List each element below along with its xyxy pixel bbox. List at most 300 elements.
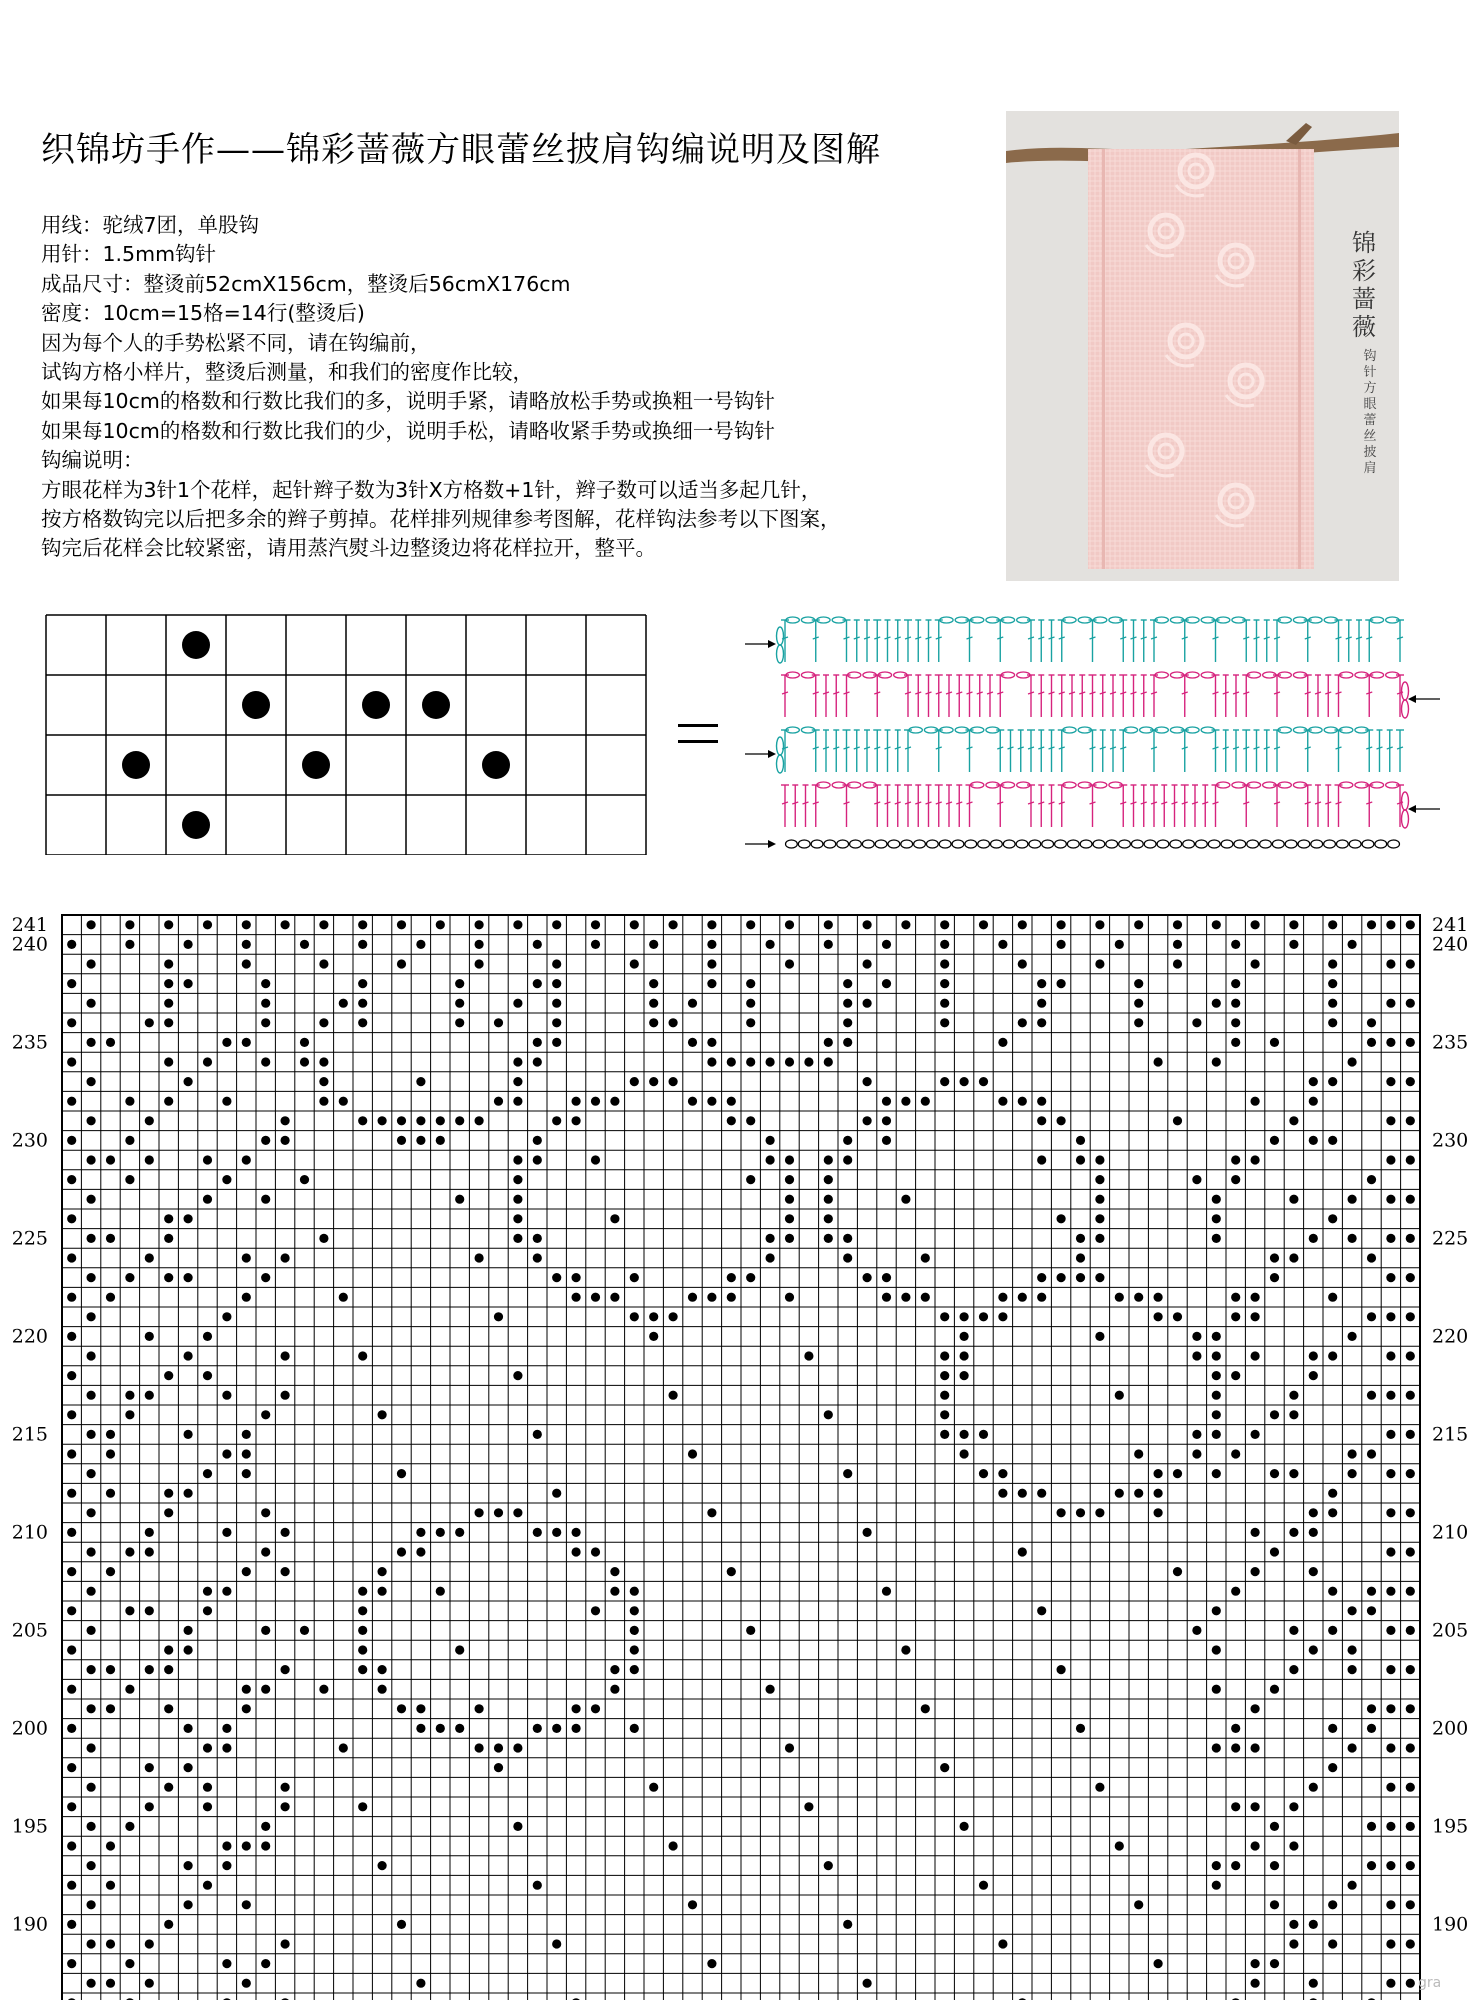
foundation-chain (1336, 840, 1348, 848)
filled-dot-icon (1212, 1057, 1221, 1066)
row-number-right: 195 (1432, 1815, 1469, 1838)
filled-dot-icon (552, 920, 561, 929)
filled-dot-icon (242, 1293, 251, 1302)
filled-dot-icon (378, 1861, 387, 1870)
filled-dot-icon (182, 631, 210, 659)
filled-dot-icon (824, 1861, 833, 1870)
filled-dot-icon (591, 1155, 600, 1164)
filled-dot-icon (1057, 1273, 1066, 1282)
filled-dot-icon (1231, 979, 1240, 988)
filled-dot-icon (145, 1763, 154, 1772)
filled-dot-icon (843, 1234, 852, 1243)
filled-dot-icon (843, 1469, 852, 1478)
filled-dot-icon (1212, 1743, 1221, 1752)
filled-dot-icon (1406, 1391, 1415, 1400)
foundation-chain (1170, 840, 1182, 848)
watermark: gra (1418, 1975, 1442, 1991)
filled-dot-icon (436, 920, 445, 929)
filled-dot-icon (1289, 1939, 1298, 1948)
filled-dot-icon (358, 1018, 367, 1027)
row-number-right: 200 (1432, 1717, 1469, 1740)
filled-dot-icon (184, 1900, 193, 1909)
instruction-line: 密度：10cm=15格=14行(整烫后) (41, 301, 365, 326)
filled-dot-icon (940, 940, 949, 949)
filled-dot-icon (261, 1136, 270, 1145)
filled-dot-icon (610, 1097, 619, 1106)
filled-dot-icon (184, 1626, 193, 1635)
filled-dot-icon (242, 1841, 251, 1850)
filled-dot-icon (125, 920, 134, 929)
filled-dot-icon (455, 1528, 464, 1537)
filled-dot-icon (882, 1273, 891, 1282)
filled-dot-icon (513, 1743, 522, 1752)
filled-dot-icon (630, 1312, 639, 1321)
filled-dot-icon (1212, 1685, 1221, 1694)
filled-dot-icon (1173, 1567, 1182, 1576)
filled-dot-icon (1406, 1038, 1415, 1047)
filled-dot-icon (940, 1391, 949, 1400)
filled-dot-icon (843, 1920, 852, 1929)
filled-dot-icon (319, 959, 328, 968)
filled-dot-icon (1134, 920, 1143, 929)
filled-dot-icon (1289, 940, 1298, 949)
filled-dot-icon (1251, 1097, 1260, 1106)
filled-dot-icon (1270, 1469, 1279, 1478)
foundation-chain (811, 840, 823, 848)
filled-dot-icon (1328, 1900, 1337, 1909)
filled-dot-icon (649, 1312, 658, 1321)
filled-dot-icon (998, 940, 1007, 949)
filled-dot-icon (87, 1508, 96, 1517)
filled-dot-icon (824, 1214, 833, 1223)
filled-dot-icon (1231, 940, 1240, 949)
filled-dot-icon (1328, 1587, 1337, 1596)
filled-dot-icon (1231, 1449, 1240, 1458)
filled-dot-icon (785, 920, 794, 929)
filled-dot-icon (824, 1057, 833, 1066)
filled-dot-icon (572, 1547, 581, 1556)
foundation-chain (914, 840, 926, 848)
filled-dot-icon (843, 999, 852, 1008)
filled-dot-icon (649, 940, 658, 949)
filled-dot-icon (106, 1038, 115, 1047)
filled-dot-icon (1192, 1449, 1201, 1458)
foundation-chain (1144, 840, 1156, 848)
filled-dot-icon (707, 1038, 716, 1047)
filled-dot-icon (1057, 1508, 1066, 1517)
filled-dot-icon (1386, 1939, 1395, 1948)
filled-dot-icon (222, 1724, 231, 1733)
foundation-chain (888, 840, 900, 848)
filled-dot-icon (319, 1077, 328, 1086)
filled-dot-icon (843, 1253, 852, 1262)
filled-dot-icon (572, 1293, 581, 1302)
sample-grid-chart (44, 613, 654, 855)
filled-dot-icon (688, 1449, 697, 1458)
filled-dot-icon (203, 1155, 212, 1164)
filled-dot-icon (1406, 1587, 1415, 1596)
filled-dot-icon (940, 1763, 949, 1772)
filled-dot-icon (87, 1469, 96, 1478)
filled-dot-icon (1076, 1508, 1085, 1517)
filled-dot-icon (397, 1116, 406, 1125)
filled-dot-icon (533, 1136, 542, 1145)
filled-dot-icon (184, 1724, 193, 1733)
filled-dot-icon (1231, 1724, 1240, 1733)
foundation-chain (1157, 840, 1169, 848)
filled-dot-icon (125, 1606, 134, 1615)
filled-dot-icon (397, 920, 406, 929)
filled-dot-icon (1018, 1547, 1027, 1556)
filled-dot-icon (184, 1763, 193, 1772)
filled-dot-icon (455, 1645, 464, 1654)
filled-dot-icon (1076, 1234, 1085, 1243)
filled-dot-icon (1386, 1665, 1395, 1674)
filled-dot-icon (649, 1332, 658, 1341)
filled-dot-icon (940, 999, 949, 1008)
filled-dot-icon (106, 1234, 115, 1243)
filled-dot-icon (67, 1724, 76, 1733)
filled-dot-icon (339, 1743, 348, 1752)
filled-dot-icon (1328, 1214, 1337, 1223)
filled-dot-icon (1115, 1293, 1124, 1302)
filled-dot-icon (358, 1587, 367, 1596)
filled-dot-icon (610, 1214, 619, 1223)
filled-dot-icon (397, 1469, 406, 1478)
filled-dot-icon (67, 1763, 76, 1772)
filled-dot-icon (843, 979, 852, 988)
filled-dot-icon (1251, 1528, 1260, 1537)
filled-dot-icon (475, 920, 484, 929)
filled-dot-icon (630, 1077, 639, 1086)
filled-dot-icon (87, 1234, 96, 1243)
filled-dot-icon (1231, 1743, 1240, 1752)
filled-dot-icon (1367, 1861, 1376, 1870)
filled-dot-icon (319, 920, 328, 929)
filled-dot-icon (591, 940, 600, 949)
filled-dot-icon (1328, 1724, 1337, 1733)
filled-dot-icon (1309, 1508, 1318, 1517)
filled-dot-icon (1406, 920, 1415, 929)
filled-dot-icon (843, 1136, 852, 1145)
filled-dot-icon (1270, 1685, 1279, 1694)
filled-dot-icon (242, 1038, 251, 1047)
filled-dot-icon (998, 1469, 1007, 1478)
filled-dot-icon (998, 1312, 1007, 1321)
row-number-right: 215 (1432, 1423, 1469, 1446)
filled-dot-icon (1386, 1234, 1395, 1243)
filled-dot-icon (145, 1802, 154, 1811)
filled-dot-icon (1309, 1371, 1318, 1380)
filled-dot-icon (1251, 1959, 1260, 1968)
foundation-chain (1067, 840, 1079, 848)
filled-dot-icon (358, 920, 367, 929)
filled-dot-icon (1328, 1136, 1337, 1145)
filled-dot-icon (1367, 1724, 1376, 1733)
filled-dot-icon (319, 1097, 328, 1106)
filled-dot-icon (1095, 1155, 1104, 1164)
filled-dot-icon (106, 1979, 115, 1988)
filled-dot-icon (863, 959, 872, 968)
filled-dot-icon (1309, 1136, 1318, 1145)
filled-dot-icon (1057, 1116, 1066, 1125)
filled-dot-icon (552, 1038, 561, 1047)
filled-dot-icon (1173, 959, 1182, 968)
filled-dot-icon (1348, 1234, 1357, 1243)
filled-dot-icon (1348, 1743, 1357, 1752)
row-number-right: 225 (1432, 1227, 1469, 1250)
filled-dot-icon (901, 1195, 910, 1204)
filled-dot-icon (1406, 1312, 1415, 1321)
foundation-chain (1221, 840, 1233, 848)
filled-dot-icon (67, 979, 76, 988)
filled-dot-icon (1328, 1489, 1337, 1498)
filled-dot-icon (1309, 1528, 1318, 1537)
filled-dot-icon (358, 1645, 367, 1654)
filled-dot-icon (591, 920, 600, 929)
foundation-chain (1362, 840, 1374, 848)
row-number-left: 215 (11, 1423, 48, 1446)
filled-dot-icon (455, 1195, 464, 1204)
filled-dot-icon (67, 1881, 76, 1890)
filled-dot-icon (416, 1724, 425, 1733)
filled-dot-icon (746, 1116, 755, 1125)
filled-dot-icon (125, 940, 134, 949)
filled-dot-icon (222, 1743, 231, 1752)
filled-dot-icon (1328, 1508, 1337, 1517)
filled-dot-icon (203, 1587, 212, 1596)
filled-dot-icon (649, 999, 658, 1008)
filled-dot-icon (1212, 1371, 1221, 1380)
foundation-chain (862, 840, 874, 848)
filled-dot-icon (766, 1057, 775, 1066)
filled-dot-icon (1406, 1939, 1415, 1948)
filled-dot-icon (979, 1469, 988, 1478)
filled-dot-icon (533, 1253, 542, 1262)
filled-dot-icon (746, 1626, 755, 1635)
filled-dot-icon (1134, 1900, 1143, 1909)
filled-dot-icon (610, 1665, 619, 1674)
filled-dot-icon (1095, 1175, 1104, 1184)
filled-dot-icon (1251, 920, 1260, 929)
stitch-symbol-diagram (740, 604, 1440, 864)
filled-dot-icon (513, 1175, 522, 1184)
filled-dot-icon (475, 1253, 484, 1262)
filled-dot-icon (1095, 1273, 1104, 1282)
filled-dot-icon (649, 1077, 658, 1086)
filled-dot-icon (533, 1155, 542, 1164)
filled-dot-icon (1309, 1097, 1318, 1106)
filled-dot-icon (145, 1391, 154, 1400)
foundation-chain (1196, 840, 1208, 848)
filled-dot-icon (67, 1449, 76, 1458)
filled-dot-icon (106, 1881, 115, 1890)
filled-dot-icon (1076, 1136, 1085, 1145)
filled-dot-icon (746, 979, 755, 988)
filled-dot-icon (960, 1077, 969, 1086)
filled-dot-icon (475, 1743, 484, 1752)
foundation-chain (1375, 840, 1387, 848)
foundation-chain (1272, 840, 1284, 848)
filled-dot-icon (940, 1430, 949, 1439)
filled-dot-icon (1270, 1273, 1279, 1282)
filled-dot-icon (164, 1214, 173, 1223)
row-number-right: 230 (1432, 1129, 1469, 1152)
filled-dot-icon (222, 1587, 231, 1596)
row-number-left: 205 (11, 1619, 48, 1642)
filled-dot-icon (824, 1038, 833, 1047)
instruction-line: 如果每10cm的格数和行数比我们的少，说明手松，请略收紧手势或换细一号钩针 (41, 418, 775, 443)
filled-dot-icon (727, 1567, 736, 1576)
filled-dot-icon (416, 1116, 425, 1125)
filled-dot-icon (1192, 1332, 1201, 1341)
filled-dot-icon (1367, 1018, 1376, 1027)
filled-dot-icon (785, 1293, 794, 1302)
filled-dot-icon (1289, 1253, 1298, 1262)
filled-dot-icon (281, 920, 290, 929)
filled-dot-icon (203, 1195, 212, 1204)
filled-dot-icon (1212, 1606, 1221, 1615)
filled-dot-icon (940, 1077, 949, 1086)
filled-dot-icon (785, 1175, 794, 1184)
filled-dot-icon (630, 1587, 639, 1596)
filled-dot-icon (358, 1116, 367, 1125)
filled-dot-icon (843, 1018, 852, 1027)
filled-dot-icon (1095, 1332, 1104, 1341)
filled-dot-icon (222, 1841, 231, 1850)
filled-dot-icon (591, 1704, 600, 1713)
filled-dot-icon (281, 1116, 290, 1125)
filled-dot-icon (87, 1900, 96, 1909)
filled-dot-icon (87, 1391, 96, 1400)
filled-dot-icon (1095, 1195, 1104, 1204)
filled-dot-icon (397, 1136, 406, 1145)
filled-dot-icon (1231, 1802, 1240, 1811)
filled-dot-icon (67, 940, 76, 949)
filled-dot-icon (1018, 1018, 1027, 1027)
filled-dot-icon (122, 751, 150, 779)
filled-dot-icon (182, 811, 210, 839)
filled-dot-icon (106, 1841, 115, 1850)
row-number-left: 241 (11, 913, 48, 936)
filled-dot-icon (669, 1077, 678, 1086)
filled-dot-icon (1348, 1665, 1357, 1674)
filled-dot-icon (1270, 1900, 1279, 1909)
filled-dot-icon (242, 1430, 251, 1439)
filled-dot-icon (863, 920, 872, 929)
filled-dot-icon (67, 1253, 76, 1262)
filled-dot-icon (785, 1057, 794, 1066)
filled-dot-icon (630, 1273, 639, 1282)
filled-dot-icon (552, 1018, 561, 1027)
filled-dot-icon (339, 1097, 348, 1106)
filled-dot-icon (1289, 1920, 1298, 1929)
filled-dot-icon (1289, 1841, 1298, 1850)
filled-dot-icon (1406, 1547, 1415, 1556)
filled-dot-icon (164, 1920, 173, 1929)
filled-dot-icon (1270, 1253, 1279, 1262)
foundation-chain (824, 840, 836, 848)
filled-dot-icon (1134, 1489, 1143, 1498)
filled-dot-icon (1212, 1881, 1221, 1890)
filled-dot-icon (572, 1097, 581, 1106)
filled-dot-icon (1386, 1743, 1395, 1752)
filled-dot-icon (824, 1155, 833, 1164)
filled-dot-icon (1037, 1489, 1046, 1498)
filled-dot-icon (513, 1371, 522, 1380)
filled-dot-icon (1154, 1057, 1163, 1066)
filled-dot-icon (746, 1057, 755, 1066)
filled-dot-icon (145, 1979, 154, 1988)
filled-dot-icon (67, 1645, 76, 1654)
filled-dot-icon (164, 1508, 173, 1517)
filled-dot-icon (669, 920, 678, 929)
filled-dot-icon (164, 999, 173, 1008)
row-number-right: 220 (1432, 1325, 1469, 1348)
filled-dot-icon (281, 1939, 290, 1948)
filled-dot-icon (1386, 1704, 1395, 1713)
filled-dot-icon (1386, 1979, 1395, 1988)
filled-dot-icon (1231, 1371, 1240, 1380)
filled-dot-icon (87, 1626, 96, 1635)
filled-dot-icon (688, 1097, 697, 1106)
filled-dot-icon (1406, 1273, 1415, 1282)
filled-dot-icon (766, 1253, 775, 1262)
filled-dot-icon (281, 1391, 290, 1400)
filet-pattern-chart (0, 905, 1482, 2000)
instruction-line: 按方格数钩完以后把多余的辫子剪掉。花样排列规律参考图解，花样钩法参考以下图案， (41, 507, 841, 532)
filled-dot-icon (533, 1038, 542, 1047)
filled-dot-icon (1212, 1861, 1221, 1870)
filled-dot-icon (1018, 1097, 1027, 1106)
filled-dot-icon (979, 1881, 988, 1890)
filled-dot-icon (1251, 1704, 1260, 1713)
filled-dot-icon (261, 1018, 270, 1027)
filled-dot-icon (436, 1116, 445, 1125)
filled-dot-icon (1309, 1567, 1318, 1576)
row-number-right: 241 (1432, 913, 1469, 936)
filled-dot-icon (378, 1665, 387, 1674)
filled-dot-icon (1386, 1116, 1395, 1125)
filled-dot-icon (106, 1155, 115, 1164)
filled-dot-icon (940, 959, 949, 968)
filled-dot-icon (998, 1489, 1007, 1498)
filled-dot-icon (1173, 1469, 1182, 1478)
filled-dot-icon (1095, 1234, 1104, 1243)
filled-dot-icon (1270, 1861, 1279, 1870)
filled-dot-icon (281, 1783, 290, 1792)
foundation-chain (875, 840, 887, 848)
filled-dot-icon (1386, 1547, 1395, 1556)
filled-dot-icon (203, 1802, 212, 1811)
filled-dot-icon (979, 1312, 988, 1321)
row-number-right: 210 (1432, 1521, 1469, 1544)
filled-dot-icon (300, 1057, 309, 1066)
filled-dot-icon (87, 1822, 96, 1831)
filled-dot-icon (106, 1449, 115, 1458)
filled-dot-icon (960, 1332, 969, 1341)
filled-dot-icon (1386, 1783, 1395, 1792)
filled-dot-icon (203, 920, 212, 929)
filled-dot-icon (475, 1704, 484, 1713)
filled-dot-icon (863, 1077, 872, 1086)
filled-dot-icon (145, 1665, 154, 1674)
filled-dot-icon (261, 999, 270, 1008)
filled-dot-icon (766, 1155, 775, 1164)
filled-dot-icon (358, 999, 367, 1008)
filled-dot-icon (630, 920, 639, 929)
filled-dot-icon (261, 979, 270, 988)
